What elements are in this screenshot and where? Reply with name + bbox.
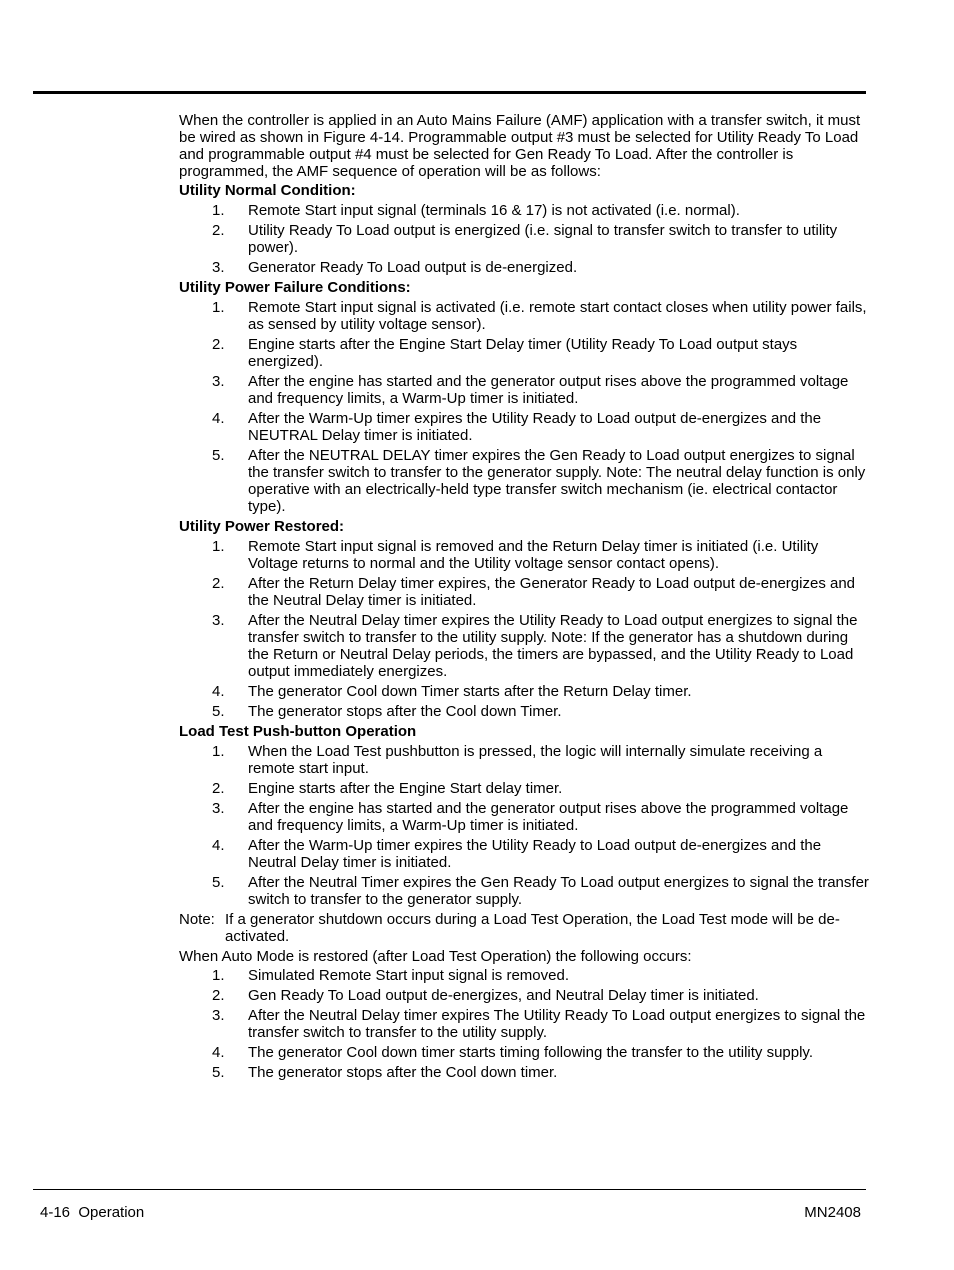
footer-doc-number: MN2408 — [804, 1204, 861, 1221]
item-number: 5. — [212, 447, 225, 464]
item-number: 2. — [212, 222, 225, 239]
item-number: 3. — [212, 259, 225, 276]
numbered-list — [179, 967, 869, 1081]
item-number: 4. — [212, 1044, 225, 1061]
item-text: After the NEUTRAL DELAY timer expires the Gen Ready to Load output energizes to signal the transfer switch to transfer to the generator supply. Note: The neutral delay function is only operative with an electrically-held type transfer switch mechanism (ie. electrical contactor type). — [248, 447, 866, 515]
item-text: Utility Ready To Load output is energized (i.e. signal to transfer switch to transfer to utility power). — [248, 222, 838, 256]
section-utility-power-failure — [179, 279, 869, 515]
list-item — [179, 202, 869, 219]
note-text: If a generator shutdown occurs during a Load Test Operation, the Load Test mode will be de-activated. — [225, 911, 840, 945]
list-item — [179, 410, 869, 444]
item-text: After the Neutral Timer expires the Gen Ready To Load output energizes to signal the transfer switch to transfer to the generator supply. — [248, 874, 869, 908]
item-number: 5. — [212, 703, 225, 720]
item-text: After the Return Delay timer expires, the Generator Ready to Load output de-energizes and the Neutral Delay timer is initiated. — [248, 575, 856, 609]
item-text: The generator Cool down timer starts timing following the transfer to the utility supply. — [248, 1044, 813, 1061]
item-text: After the engine has started and the generator output rises above the programmed voltage and frequency limits, a Warm-Up timer is initiated. — [248, 373, 849, 407]
list-item — [179, 800, 869, 834]
list-item — [179, 743, 869, 777]
item-text: The generator stops after the Cool down Timer. — [248, 703, 562, 720]
numbered-list — [179, 202, 869, 276]
list-item — [179, 1044, 869, 1061]
list-item — [179, 575, 869, 609]
list-item — [179, 612, 869, 680]
item-number: 3. — [212, 800, 225, 817]
header-rule — [33, 91, 866, 94]
item-number: 1. — [212, 967, 225, 984]
item-text: The generator stops after the Cool down timer. — [248, 1064, 558, 1081]
item-text: After the Neutral Delay timer expires The Utility Ready To Load output energizes to signal the transfer switch to transfer to the utility supply. — [248, 1007, 866, 1041]
item-text: Gen Ready To Load output de-energizes, and Neutral Delay timer is initiated. — [248, 987, 759, 1004]
note-label: Note: — [179, 911, 215, 928]
list-item — [179, 373, 869, 407]
footer-page-label: 4-16 Operation — [40, 1204, 145, 1221]
list-item — [179, 837, 869, 871]
section-heading: Utility Normal Condition: — [179, 182, 356, 199]
list-item — [179, 780, 869, 797]
list-item — [179, 967, 869, 984]
section-utility-normal — [179, 182, 869, 276]
item-text: The generator Cool down Timer starts after the Return Delay timer. — [248, 683, 692, 700]
item-text: After the engine has started and the generator output rises above the programmed voltage and frequency limits, a Warm-Up timer is initiated. — [248, 800, 849, 834]
list-item — [179, 874, 869, 908]
item-number: 1. — [212, 202, 225, 219]
item-text: Remote Start input signal is removed and the Return Delay timer is initiated (i.e. Utility Voltage returns to normal and the Utility voltage sensor contact opens). — [248, 538, 819, 572]
item-text: Simulated Remote Start input signal is removed. — [248, 967, 569, 984]
item-number: 1. — [212, 743, 225, 760]
item-text: After the Neutral Delay timer expires the Utility Ready to Load output energizes to signal the transfer switch to transfer to the utility supply. Note: If the generator has a shutdown during the Return or Neutral Delay periods, the timers are bypassed, and the Utility Ready to Load output immediately energizes. — [248, 612, 858, 680]
page-body — [179, 112, 869, 1084]
list-item — [179, 336, 869, 370]
item-number: 4. — [212, 683, 225, 700]
list-item — [179, 703, 869, 720]
item-text: When the Load Test pushbutton is pressed, the logic will internally simulate receiving a remote start input. — [248, 743, 823, 777]
item-text: Generator Ready To Load output is de-energized. — [248, 259, 578, 276]
note — [179, 911, 869, 945]
item-number: 2. — [212, 780, 225, 797]
item-number: 3. — [212, 1007, 225, 1024]
item-text: After the Warm-Up timer expires the Utility Ready to Load output de-energizes and the Neutral Delay timer is initiated. — [248, 837, 822, 871]
section-heading: Utility Power Restored: — [179, 518, 345, 535]
item-number: 2. — [212, 987, 225, 1004]
numbered-list — [179, 743, 869, 908]
list-item — [179, 1064, 869, 1081]
item-number: 3. — [212, 373, 225, 390]
item-text: Engine starts after the Engine Start delay timer. — [248, 780, 563, 797]
intro-paragraph: When the controller is applied in an Auto Mains Failure (AMF) application with a transfer switch, it must be wired as shown in Figure 4-14. Programmable output #3 must be selected for Utility Ready To Load and programmable output #4 must be selected for Gen Ready To Load. After the controller is programmed, the AMF sequence of operation will be as follows: — [179, 112, 861, 180]
section-load-test — [179, 723, 869, 908]
list-item — [179, 538, 869, 572]
section-heading: Utility Power Failure Conditions: — [179, 279, 411, 296]
item-number: 2. — [212, 336, 225, 353]
item-number: 1. — [212, 538, 225, 555]
item-number: 4. — [212, 410, 225, 427]
list-item — [179, 987, 869, 1004]
list-item — [179, 447, 869, 515]
auto-mode-intro: When Auto Mode is restored (after Load Test Operation) the following occurs: — [179, 948, 692, 965]
list-item — [179, 222, 869, 256]
item-number: 2. — [212, 575, 225, 592]
list-item — [179, 299, 869, 333]
list-item — [179, 1007, 869, 1041]
list-item — [179, 259, 869, 276]
numbered-list — [179, 538, 869, 720]
item-number: 4. — [212, 837, 225, 854]
item-number: 5. — [212, 1064, 225, 1081]
numbered-list — [179, 299, 869, 515]
item-text: Remote Start input signal (terminals 16 & 17) is not activated (i.e. normal). — [248, 202, 740, 219]
item-number: 1. — [212, 299, 225, 316]
section-heading: Load Test Push-button Operation — [179, 723, 417, 740]
footer-rule — [33, 1189, 866, 1190]
item-number: 3. — [212, 612, 225, 629]
section-auto-mode — [179, 948, 869, 1081]
list-item — [179, 683, 869, 700]
item-text: Remote Start input signal is activated (i.e. remote start contact closes when utility power fails, as sensed by utility voltage sensor). — [248, 299, 867, 333]
item-number: 5. — [212, 874, 225, 891]
item-text: After the Warm-Up timer expires the Utility Ready to Load output de-energizes and the NEUTRAL Delay timer is initiated. — [248, 410, 822, 444]
section-utility-power-restored — [179, 518, 869, 720]
item-text: Engine starts after the Engine Start Delay timer (Utility Ready To Load output stays energized). — [248, 336, 798, 370]
